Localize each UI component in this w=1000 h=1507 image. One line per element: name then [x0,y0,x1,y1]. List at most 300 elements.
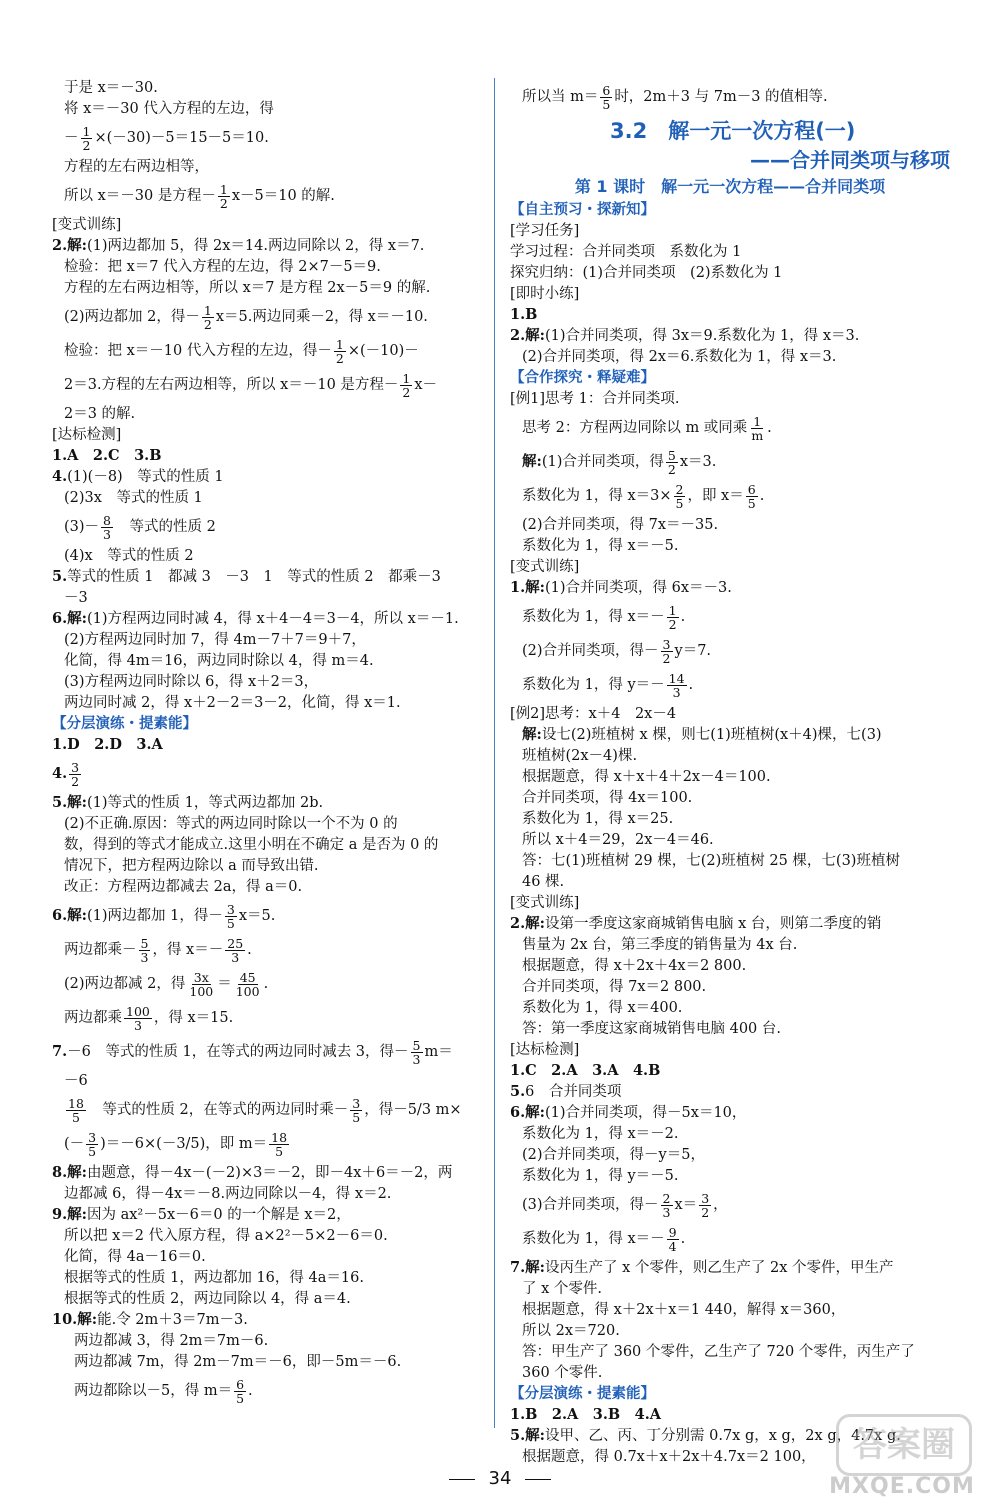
text-line [52,123,482,153]
fraction-numerator: 5 [667,447,676,463]
line-text: 化简，得 4m＝16，两边同时除以 4，得 m＝4. [64,653,374,669]
line-text: 检验：把 x＝－10 代入方程的左边，得－ [64,343,332,359]
fraction-denominator: 4 [668,1238,677,1254]
text-line [52,78,482,98]
text-line [510,872,950,892]
fraction-denominator: 2 [668,616,677,632]
text-line [510,221,950,241]
text-line [510,1224,950,1254]
fraction-denominator: 2 [662,650,671,666]
line-text: y＝7. [674,643,712,659]
answer-choices: 1.A 2.C 3.B [52,447,162,464]
text-line [52,1003,482,1033]
right-column [510,78,950,1468]
text-line [52,714,482,734]
line-text: 学习过程：合并同类项 系数化为 1 [510,244,742,260]
text-line [510,767,950,787]
text-line [510,977,950,997]
text-line [510,636,950,666]
line-text: . [263,976,269,992]
left-column [52,78,482,1410]
fraction [666,449,678,476]
fraction-numerator: 6 [236,1376,245,1392]
fraction [225,937,245,964]
text-line [510,1082,950,1102]
text-line [52,1310,482,1330]
text-line [510,1384,950,1404]
question-number: 2.解: [510,915,545,932]
line-text: x＝5. [238,908,276,924]
line-text: (2)两边都加 2，得－ [64,309,200,325]
section-heading: 【分层演练・提素能】 [510,1386,655,1402]
line-text: . [680,609,686,625]
line-text: － [64,130,79,146]
line-text: 班植树(2x－4)棵. [522,748,638,764]
line-text: 数，得到的等式才能成立.这里小明在不确定 a 是否为 0 的 [64,837,439,853]
question-number: 解: [522,726,542,743]
line-text: )＝－6×(－3/5)，即 m＝ [100,1136,268,1152]
answer-choices: 1.D 2.D 3.A [52,736,163,753]
line-text: 根据题意，得 x＋x＋4＋2x－4＝100. [522,769,771,785]
fraction-denominator: 3 [103,526,111,542]
fraction [66,1097,86,1124]
fraction [202,304,214,331]
line-text: (1)等式的性质 1，等式两边都加 2b. [87,795,324,811]
text-line [52,512,482,542]
text-line [510,1124,950,1144]
line-text: (2)方程两边同时加 7，得 4m－7＋7＝9＋7， [64,632,366,648]
fraction-numerator: 1 [668,602,677,618]
fraction [699,1192,711,1219]
fraction [225,903,237,930]
question-number: 5.解: [52,794,87,811]
line-text: 46 棵. [522,874,565,890]
fraction [269,1131,289,1158]
text-line [510,1363,950,1383]
line-text: 系数化为 1，得 y＝－ [522,677,665,693]
line-text: 所以 2x＝720. [522,1323,620,1339]
text-line [52,157,482,177]
text-line [510,242,950,262]
text-line [510,914,950,934]
answer-choices: 1.B 2.A 3.B 4.A [510,1406,662,1423]
fraction [101,514,113,541]
fraction-denominator: 100 [189,983,214,999]
text-line [52,1247,482,1267]
line-text: (1)合并同类项，得 6x＝－3. [545,580,732,596]
line-text: [即时小练] [510,286,580,302]
fraction [661,638,673,665]
question-number: 6.解: [510,1104,545,1121]
text-line [510,305,950,325]
line-text: [例1]思考 1：合并同类项. [510,391,680,407]
line-text: 等式的性质 1 都减 3 －3 1 等式的性质 2 都乘－3 [67,569,441,585]
text-line [510,670,950,700]
line-text: (2)3x 等式的性质 1 [64,490,203,506]
fraction-denominator: 5 [602,96,611,112]
fraction-numerator: 3 [88,1129,97,1145]
text-line [510,1190,950,1220]
text-line [52,1095,482,1125]
line-text: 情况下，把方程两边除以 a 而导致出错. [64,858,319,874]
fraction-denominator: m [751,427,764,443]
text-line [510,998,950,1018]
fraction-numerator: 6 [747,481,756,497]
line-text: 根据等式的性质 2，两边同除以 4，得 a＝4. [64,1291,351,1307]
fraction-numerator: 1 [203,302,212,318]
fraction-numerator: 100 [126,1003,150,1019]
question-number: 4. [52,468,68,485]
fraction-numerator: 18 [271,1129,288,1145]
text-line [510,830,950,850]
line-text: ，即 x＝ [687,488,744,504]
text-line [52,901,482,931]
fraction [600,84,612,111]
fraction-numerator: 5 [140,935,149,951]
question-number: 4. [52,765,68,782]
line-text: (2)不正确.原因：等式的两边同时除以一个不为 0 的 [64,816,398,832]
text-line [52,735,482,755]
question-number: 1.解: [510,579,545,596]
line-text: (1)两边都加 5，得 2x＝14.两边同除以 2，得 x＝7. [87,238,425,254]
fraction-numerator: 1 [219,181,228,197]
fraction-denominator: 3 [662,1204,671,1220]
line-text: 于是 x＝－30. [64,80,158,96]
line-text: 根据题意，得 x＋2x＋4x＝2 800. [522,958,747,974]
text-line [52,1376,482,1406]
column-divider [494,78,495,1428]
line-text: 方程的左右两边相等，所以 x＝7 是方程 2x－5＝9 的解. [64,280,431,296]
fraction [86,1131,98,1158]
text-line [510,82,950,112]
fraction-numerator: 45 [239,969,256,985]
fraction-denominator: 5 [275,1143,284,1159]
line-text: 将 x＝－30 代入方程的左边，得 [64,101,274,117]
fraction-numerator: 1 [402,370,411,386]
text-line [510,704,950,724]
line-text: [学习任务] [510,223,580,239]
watermark-logo: 答案圈 [836,1414,972,1476]
line-text: 2＝3.方程的左右两边相等，所以 x＝－10 是方程－ [64,377,399,393]
line-text: 360 个零件. [522,1365,603,1381]
line-text: [变式训练] [52,217,122,233]
line-text: (3)－ [64,519,100,535]
line-text: 6 合并同类项 [525,1084,622,1100]
text-line [510,413,950,443]
text-line [52,99,482,119]
text-line [510,389,950,409]
fraction [124,1005,152,1032]
line-text: 所以 x＝－30 是方程－ [64,188,216,204]
line-text: 了 x 个零件. [522,1281,603,1297]
question-number: 2.解: [52,237,87,254]
line-text: (1)方程两边同时减 4，得 x＋4－4＝3－4，所以 x＝－1. [87,611,459,627]
question-number: 5. [52,568,68,585]
text-line [510,1300,950,1320]
line-text: 所以当 m＝ [522,89,599,105]
text-line [52,404,482,424]
fraction [661,1192,673,1219]
fraction-numerator: 18 [68,1095,84,1111]
line-text: . [759,488,765,504]
fraction-numerator: 2 [675,481,684,497]
fraction-numerator: 3x [193,969,209,985]
fraction [746,483,758,510]
text-line [510,809,950,829]
fraction [350,1097,362,1124]
fraction-numerator: 9 [668,1224,677,1240]
line-text: 等式的性质 2，在等式的两边同时乘－ [87,1102,349,1118]
text-line [510,557,950,577]
fraction-numerator: 3 [352,1095,361,1111]
line-text: 所以把 x＝2 代入原方程，得 a×2²－5×2－6＝0. [64,1228,388,1244]
text-line [52,336,482,366]
line-text: ，得 x＝－ [152,942,224,958]
line-text: (1)(－8) 等式的性质 1 [67,469,224,485]
text-line [52,630,482,650]
line-text: 根据等式的性质 1，两边都加 16，得 4a＝16. [64,1270,364,1286]
fraction-denominator: 3 [140,949,149,965]
fraction [69,761,81,788]
line-text: x＝ [674,1197,698,1213]
text-line [52,425,482,445]
text-line [510,1103,950,1123]
text-line [510,1258,950,1278]
question-number: 解: [522,453,542,470]
text-line [510,1061,950,1081]
question-number: 7. [52,1043,68,1060]
section-heading: 【自主预习・探新知】 [510,202,655,218]
line-text: 售量为 2x 台，第三季度的销售量为 4x 台. [522,937,798,953]
text-line [52,1037,482,1067]
question-number: 6.解: [52,610,87,627]
text-line [52,1226,482,1246]
text-line [510,578,950,598]
text-line [52,1129,482,1159]
text-line [510,326,950,346]
fraction-numerator: 1 [82,123,91,139]
text-line [510,1040,950,1060]
line-text: 系数化为 1，得 x＝－ [522,609,665,625]
text-line [52,215,482,235]
line-text: 根据题意，得 0.7x＋x＋2x＋4.7x＝2 100， [522,1449,816,1465]
line-text: (1)合并同类项，得－5x＝10， [545,1105,747,1121]
line-text: 根据题意，得 x＋2x＋x＝1 440，解得 x＝360， [522,1302,846,1318]
fraction-denominator: 2 [402,384,411,400]
text-line [52,835,482,855]
fraction-denominator: 2 [71,773,80,789]
fraction-numerator: 14 [668,670,685,686]
fraction-denominator: 2 [203,316,212,332]
line-text: 等式的性质 2 [115,519,216,535]
fraction [667,604,679,631]
line-text: (3)方程两边同时除以 6，得 x＋2＝3， [64,674,319,690]
section-subtitle: ——合并同类项与移项 [750,148,950,172]
text-line [52,567,482,587]
line-text: 合并同类项，得 7x＝2 800. [522,979,707,995]
text-line [52,693,482,713]
line-text: [达标检测] [510,1042,580,1058]
fraction-denominator: 5 [236,1390,245,1406]
line-text: 系数化为 1，得 x＝400. [522,1000,683,1016]
text-line [52,181,482,211]
fraction [187,971,215,998]
line-text: . [767,420,772,436]
line-text: 由题意，得－4x－(－2)×3＝－2，即－4x＋6＝－2，两 [87,1165,453,1181]
line-text: [达标检测] [52,427,122,443]
line-text: 设第一季度这家商城销售电脑 x 台，则第二季度的销 [545,916,882,932]
line-text: 答：七(1)班植树 29 棵，七(2)班植树 25 棵，七(3)班植树 [522,853,900,869]
fraction [139,937,151,964]
fraction-denominator: 2 [82,137,91,153]
line-text: 思考 2：方程两边同除以 m 或同乘 [522,420,748,436]
text-line [52,1163,482,1183]
text-line [52,588,482,608]
text-line [52,759,482,789]
text-line [52,446,482,466]
text-line [52,488,482,508]
line-text: (1)两边都加 1，得－ [87,908,223,924]
fraction [218,183,230,210]
text-line [510,851,950,871]
fraction-numerator: 3 [662,636,671,652]
question-number: 7.解: [510,1259,545,1276]
fraction-denominator: 3 [133,1017,142,1033]
line-text: (1)合并同类项，得 3x＝9.系数化为 1，得 x＝3. [545,328,860,344]
fraction [234,1378,246,1405]
fraction-denominator: 5 [226,915,235,931]
text-line [510,1166,950,1186]
question-number: 2.解: [510,327,545,344]
fraction-numerator: 6 [602,82,611,98]
fraction-denominator: 5 [352,1109,361,1125]
fraction-numerator: 3 [71,759,80,775]
section-heading: 【分层演练・提素能】 [52,716,197,732]
text-line [52,278,482,298]
line-text: 答：甲生产了 360 个零件，乙生产了 720 个零件，丙生产了 [522,1344,915,1360]
text-line [510,746,950,766]
text-line [510,1019,950,1039]
section-title: 3.2 解一元一次方程(一) [610,119,856,143]
line-text: 2＝3 的解. [64,406,136,422]
text-line [52,1331,482,1351]
line-text: 答：第一季度这家商城销售电脑 400 台. [522,1021,782,1037]
text-line [52,856,482,876]
question-number: 5.解: [510,1427,545,1444]
text-line [510,893,950,913]
text-line [52,1352,482,1372]
text-line [510,263,950,283]
text-line [510,602,950,632]
text-line [52,969,482,999]
text-line [510,515,950,535]
text-line [510,935,950,955]
line-text: 系数化为 1，得 x＝3× [522,488,672,504]
text-line [52,1071,482,1091]
fraction-denominator: 3 [412,1051,421,1067]
text-line [52,1268,482,1288]
fraction-denominator: 3 [672,684,681,700]
line-text: 系数化为 1，得 x＝－ [522,1231,665,1247]
text-line [52,1205,482,1225]
page-number-text: 34 [488,1468,512,1489]
line-text: ，得 x＝15. [153,1010,234,1026]
question-number: 5. [510,1083,526,1100]
line-text: [例2]思考：x＋4 2x－4 [510,706,677,722]
line-text: 两边同时减 2，得 x＋2－2＝3－2，化简，得 x＝1. [64,695,401,711]
line-text: . [688,677,694,693]
line-text: 方程的左右两边相等， [64,159,209,175]
line-text: ×(－10)－ [347,343,419,359]
line-text: x－ [414,377,438,393]
fraction [400,372,412,399]
line-text: 两边都乘－ [64,942,137,958]
question-number: 8.解: [52,1164,87,1181]
text-line [52,1289,482,1309]
text-line [52,546,482,566]
fraction-numerator: 1 [335,336,344,352]
text-line [52,793,482,813]
line-text: 两边都减 7m，得 2m－7m＝－6，即－5m＝－6. [74,1354,402,1370]
fraction [234,971,262,998]
line-text: 设甲、乙、丙、丁分别需 0.7x g，x g，2x g，4.7x g. [545,1428,901,1444]
text-line [52,814,482,834]
text-line [52,651,482,671]
line-text: (－ [64,1136,85,1152]
line-text: 合并同类项，得 4x＝100. [522,790,693,806]
text-line [510,200,950,220]
line-text: 两边都除以－5，得 m＝ [74,1383,233,1399]
fraction [411,1039,423,1066]
line-text: m＝ [424,1044,453,1060]
text-line [510,1342,950,1362]
line-text: 系数化为 1，得 x＝25. [522,811,674,827]
line-text: －6 [64,1073,88,1089]
line-text: 系数化为 1，得 y＝－5. [522,1168,679,1184]
fraction-denominator: 2 [335,350,344,366]
line-text: . [247,942,252,958]
fraction [667,672,687,699]
text-line [510,447,950,477]
line-text: (1)合并同类项，得 [541,454,664,470]
line-text: 设丙生产了 x 个零件，则乙生产了 2x 个零件，甲生产 [545,1260,894,1276]
fraction-numerator: 2 [662,1190,671,1206]
line-text: 检验：把 x＝7 代入方程的左边，得 2×7－5＝9. [64,259,381,275]
line-text: 化简，得 4a－16＝0. [64,1249,206,1265]
line-text: x＝5.两边同乘－2，得 x＝－10. [215,309,428,325]
fraction-numerator: 5 [412,1037,421,1053]
watermark-site: MXQE.COM [829,1474,975,1499]
fraction [81,125,93,152]
text-line [52,302,482,332]
text-line [510,284,950,304]
line-text: －6 等式的性质 1，在等式的两边同时减去 3，得－ [67,1044,409,1060]
fraction-denominator: 5 [747,495,756,511]
line-text: (2)两边都减 2，得 [64,976,186,992]
line-text: ，得－5/3 m× [364,1102,462,1118]
fraction-denominator: 5 [71,1109,80,1125]
line-text: 两边都乘 [64,1010,122,1026]
text-line [510,725,950,745]
text-line [52,935,482,965]
fraction [334,338,346,365]
text-line [52,236,482,256]
line-text: x＝3. [679,454,717,470]
line-text: x－5＝10 的解. [231,188,335,204]
line-text: 系数化为 1，得 x＝－5. [522,538,679,554]
fraction-numerator: 3 [226,901,235,917]
text-line [52,467,482,487]
